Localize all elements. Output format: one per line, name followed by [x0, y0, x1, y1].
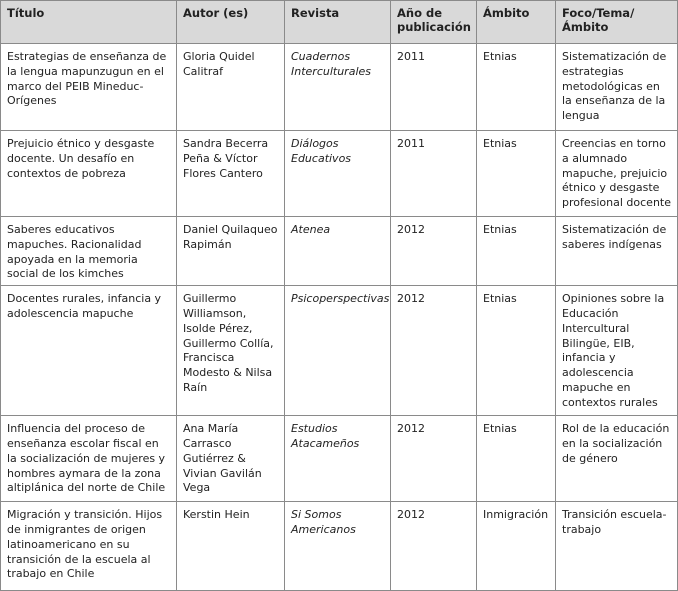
cell-revista: Atenea: [285, 217, 391, 286]
table-row: [1, 44, 678, 131]
cell-anio: 2011: [391, 44, 477, 131]
header-titulo: Título: [1, 1, 177, 44]
cell-titulo: Prejuicio étnico y desgaste docente. Un desafío en contextos de pobreza: [1, 131, 177, 217]
cell-revista: Psicoperspectivas: [285, 286, 391, 416]
cell-autor: Sandra Becerra Peña & Víctor Flores Cantero: [177, 131, 285, 217]
table-row: [1, 416, 678, 502]
table-row: [1, 502, 678, 591]
cell-foco: Sistematización de estrategias metodológicas en la enseñanza de la lengua: [556, 44, 678, 131]
header-row: [1, 1, 678, 44]
cell-titulo: Influencia del proceso de enseñanza escolar fiscal en la socialización de mujeres y hombres aymara de la zona altiplánica del norte de Chile: [1, 416, 177, 502]
table-row: [1, 131, 678, 217]
cell-anio: 2012: [391, 416, 477, 502]
cell-autor: Guillermo Williamson, Isolde Pérez, Guillermo Collía, Francisca Modesto & Nilsa Raín: [177, 286, 285, 416]
cell-titulo: Migración y transición. Hijos de inmigrantes de origen latinoamericano en su transición de la escuela al trabajo en Chile: [1, 502, 177, 591]
cell-ambito: Etnias: [477, 131, 556, 217]
cell-revista: Diálogos Educativos: [285, 131, 391, 217]
cell-foco: Rol de la educación en la socialización de género: [556, 416, 678, 502]
table-row: [1, 217, 678, 286]
cell-autor: Gloria Quidel Calitraf: [177, 44, 285, 131]
cell-foco: Opiniones sobre la Educación Intercultural Bilingüe, EIB, infancia y adolescencia mapuche en contextos rurales: [556, 286, 678, 416]
cell-autor: Kerstin Hein: [177, 502, 285, 591]
cell-anio: 2012: [391, 217, 477, 286]
cell-autor: Daniel Quilaqueo Rapimán: [177, 217, 285, 286]
cell-ambito: Etnias: [477, 217, 556, 286]
cell-autor: Ana María Carrasco Gutiérrez & Vivian Gavilán Vega: [177, 416, 285, 502]
header-anio: Año de publicación: [391, 1, 477, 44]
cell-anio: 2011: [391, 131, 477, 217]
cell-titulo: Estrategias de enseñanza de la lengua mapunzugun en el marco del PEIB Mineduc-Orígenes: [1, 44, 177, 131]
cell-ambito: Inmigración: [477, 502, 556, 591]
header-autor: Autor (es): [177, 1, 285, 44]
cell-titulo: Saberes educativos mapuches. Racionalidad apoyada en la memoria social de los kimches: [1, 217, 177, 286]
cell-revista: Si Somos Americanos: [285, 502, 391, 591]
cell-foco: Creencias en torno a alumnado mapuche, prejuicio étnico y desgaste profesional docente: [556, 131, 678, 217]
table-row: [1, 286, 678, 416]
header-ambito: Ámbito: [477, 1, 556, 44]
cell-anio: 2012: [391, 286, 477, 416]
cell-ambito: Etnias: [477, 286, 556, 416]
cell-ambito: Etnias: [477, 44, 556, 131]
header-foco: Foco/Tema/ Ámbito: [556, 1, 678, 44]
cell-revista: Estudios Atacameños: [285, 416, 391, 502]
cell-foco: Transición escuela-trabajo: [556, 502, 678, 591]
cell-anio: 2012: [391, 502, 477, 591]
cell-revista: Cuadernos Interculturales: [285, 44, 391, 131]
cell-foco: Sistematización de saberes indígenas: [556, 217, 678, 286]
cell-titulo: Docentes rurales, infancia y adolescencia mapuche: [1, 286, 177, 416]
cell-ambito: Etnias: [477, 416, 556, 502]
header-revista: Revista: [285, 1, 391, 44]
